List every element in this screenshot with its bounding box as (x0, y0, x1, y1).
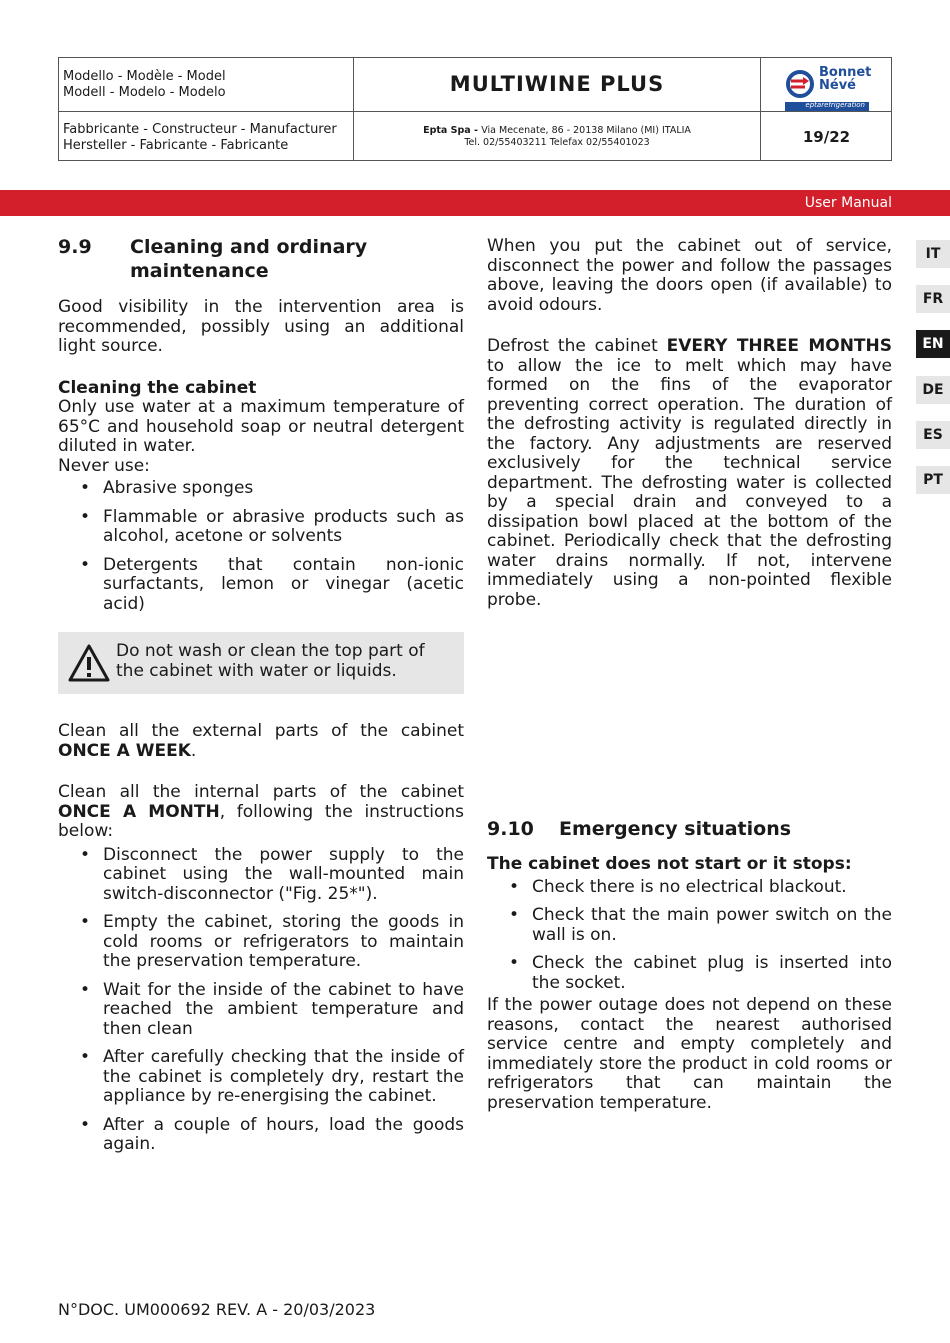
list-item: • Disconnect the power supply to the cabinet using the wall-mounted main switch-disconnector ("Fig. 25*"). (58, 846, 464, 905)
warning-text: Do not wash or clean the top part of the cabinet with water or liquids. (116, 641, 425, 681)
lang-tab-pt[interactable]: PT (916, 466, 950, 494)
list-item: • After carefully checking that the inside of the cabinet is completely dry, restart the appliance by re-energising the cabinet. (58, 1048, 464, 1107)
logo-text: Bonnet (819, 65, 872, 80)
band-label: User Manual (804, 195, 892, 211)
list-item: • Check the cabinet plug is inserted into the socket. (487, 954, 892, 993)
logo-subtext: eptarefrigeration (805, 101, 865, 109)
out-of-service-text: When you put the cabinet out of service, disconnect the power and follow the passages above, leaving the doors open (if available) to avoid odours. (487, 236, 892, 315)
emergency-list (487, 878, 892, 994)
warning-icon (67, 643, 111, 683)
list-item: • Check that the main power switch on the wall is on. (487, 906, 892, 945)
lang-tab-de[interactable]: DE (916, 376, 950, 404)
list-item: • Detergents that contain non-ionic surfactants, lemon or vinegar (acetic acid) (58, 556, 464, 615)
manufacturer-info: Epta Spa - Via Mecenate, 86 - 20138 Milano (MI) ITALIA Tel. 02/55403211 Telefax 02/55401023 (423, 125, 691, 148)
intro-text: Good visibility in the intervention area is recommended, possibly using an additional light source. (58, 297, 464, 356)
list-item: • Flammable or abrasive products such as alcohol, acetone or solvents (58, 508, 464, 547)
water-text: Only use water at a maximum temperature of 65°C and household soap or neutral detergent diluted in water. (58, 397, 464, 456)
right-column (487, 237, 892, 610)
never-use-label: Never use: (58, 455, 150, 476)
emergency-section (487, 817, 892, 1113)
monthly-text: Clean all the internal parts of the cabinet ONCE A MONTH, following the instructions below: (58, 782, 464, 841)
defrost-text: Defrost the cabinet EVERY THREE MONTHS to allow the ice to melt which may have formed on the fins of the evaporator preventing correct operation. The duration of the defrosting activity is regulated directly in the factory. Any adjustments are reserved exclusively for the technical service department. The defrosting water is collected by a special drain and conveyed to a dissipation bowl placed at the bottom of the cabinet. Periodically check that the defrosting water drains normally. If not, intervene immediately using a non-pointed flexible probe. (487, 336, 892, 610)
weekly-text: Clean all the external parts of the cabinet ONCE A WEEK. (58, 721, 464, 761)
lang-tab-it[interactable]: IT (916, 240, 950, 268)
page-number: 19/22 (802, 128, 851, 146)
list-item: • Abrasive sponges (58, 479, 464, 499)
monthly-list (58, 846, 464, 1155)
left-column (58, 235, 464, 1164)
logo-text: Névé (819, 78, 856, 93)
section-heading: 9.10 Emergency situations (487, 818, 792, 840)
brand-logo (761, 58, 892, 111)
list-item: • Wait for the inside of the cabinet to have reached the ambient temperature and then clean (58, 981, 464, 1040)
list-item: • Empty the cabinet, storing the goods in cold rooms or refrigerators to maintain the preservation temperature. (58, 913, 464, 972)
warning-box (58, 632, 464, 694)
divider (59, 111, 891, 112)
lang-tab-en[interactable]: EN (916, 330, 950, 358)
list-item: • After a couple of hours, load the goods again. (58, 1116, 464, 1155)
section-band (0, 190, 950, 216)
outage-text: If the power outage does not depend on these reasons, contact the nearest authorised service centre and empty completely and immediately store the product in cold rooms or refrigerators that can maintain the preservation temperature. (487, 995, 892, 1113)
model-name: MULTIWINE PLUS (449, 72, 665, 96)
model-label: Modello - Modèle - Model Modell - Modelo - Modelo (63, 69, 226, 100)
manufacturer-label: Fabbricante - Constructeur - Manufacturer Hersteller - Fabricante - Fabricante (63, 122, 337, 153)
list-item: • Check there is no electrical blackout. (487, 878, 892, 898)
header-table (58, 57, 892, 161)
subheading: The cabinet does not start or it stops: (487, 854, 852, 874)
lang-tab-es[interactable]: ES (916, 421, 950, 449)
never-use-list (58, 479, 464, 614)
section-heading: 9.9 Cleaning and ordinary maintenance (58, 236, 368, 282)
logo-icon (785, 69, 815, 99)
subheading: Cleaning the cabinet (58, 377, 257, 398)
doc-number: N°DOC. UM000692 REV. A - 20/03/2023 (58, 1300, 376, 1319)
lang-tab-fr[interactable]: FR (916, 285, 950, 313)
